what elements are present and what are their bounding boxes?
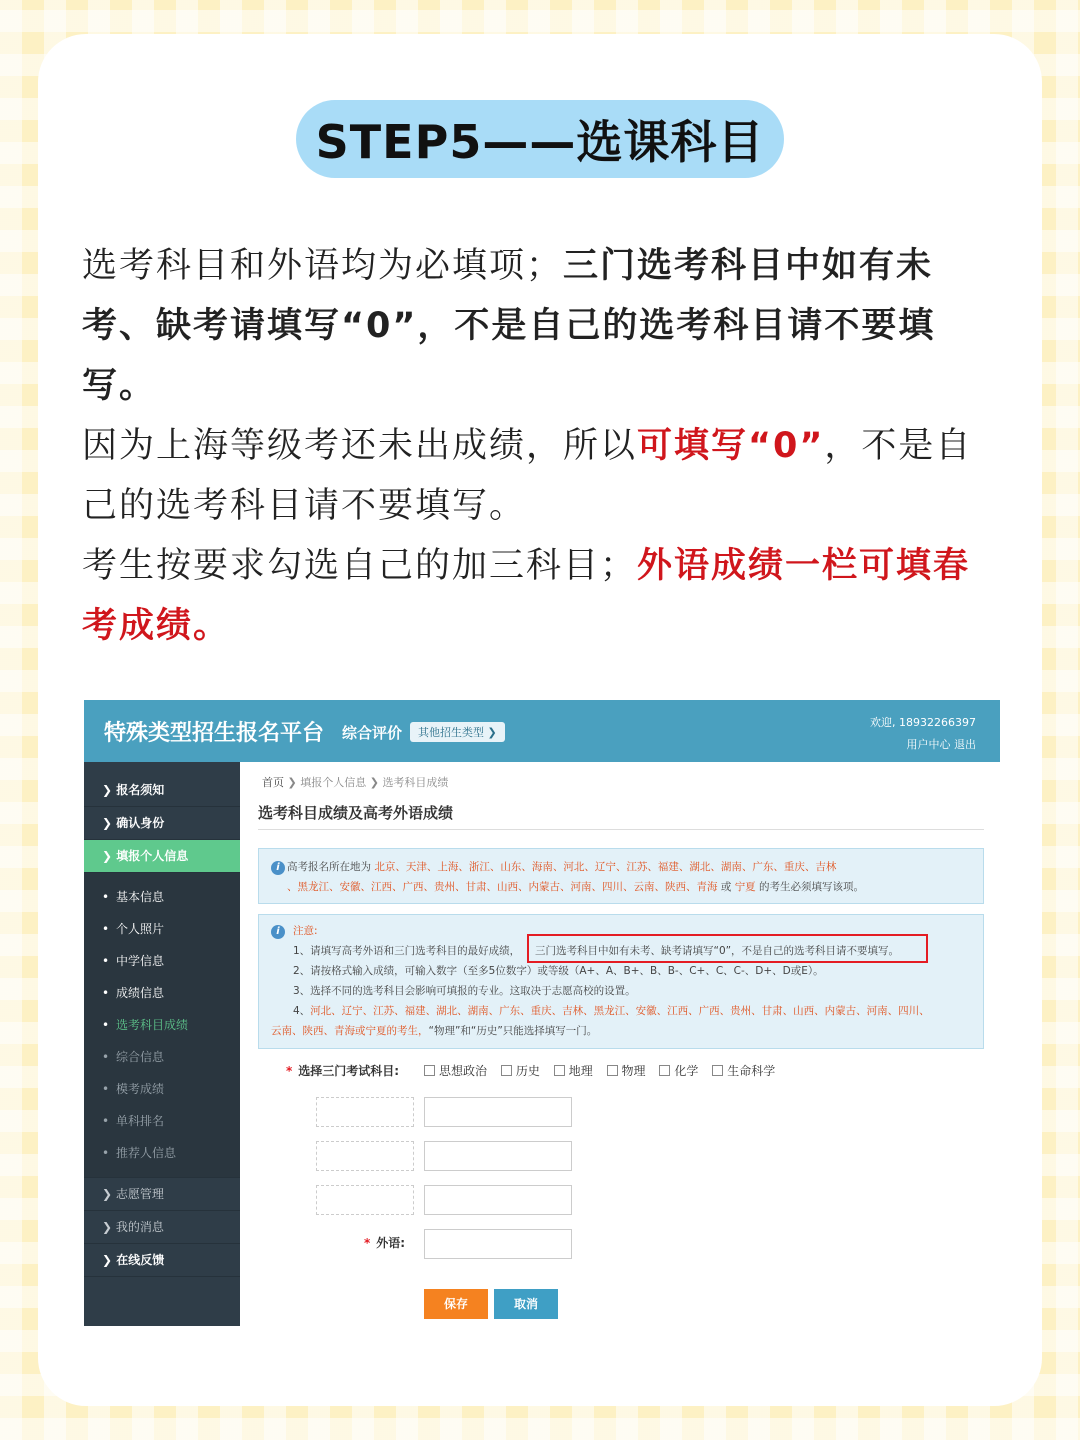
sidebar-item-messages[interactable]: ❯ 我的消息 xyxy=(84,1211,240,1244)
platform-brand-sub: 综合评价 xyxy=(342,724,403,742)
note-line-3: 3、选择不同的选考科目会影响可填报的专业。这取决于志愿高校的设置。 xyxy=(293,985,636,997)
intro-p1-bold: 三门选考科目中如有未考、缺考请填写“0”，不是自己的选考科目请不要填写。 xyxy=(82,246,936,406)
checkbox[interactable] xyxy=(712,1065,723,1076)
subject-score-input-1[interactable] xyxy=(424,1097,572,1127)
intro-paragraph-3 xyxy=(82,536,1002,656)
subject-name: 历史 xyxy=(515,1064,540,1078)
sidebar-sub-basic-info[interactable]: • 基本信息 xyxy=(84,881,240,913)
province-list-1: 北京、天津、上海、浙江、山东、海南、河北、辽宁、江苏、福建、湖北、湖南、广东、重庆、吉林 xyxy=(374,861,837,873)
welcome-text: 欢迎, 18932266397 xyxy=(870,716,976,729)
subject-name: 物理 xyxy=(621,1064,646,1078)
foreign-language-label xyxy=(364,1234,405,1251)
info-icon: i xyxy=(271,861,285,875)
welcome-area xyxy=(870,712,976,756)
breadcrumb-sep: ❯ xyxy=(284,776,301,789)
user-links[interactable]: 用户中心 退出 xyxy=(906,738,976,751)
notes-heading: 注意: xyxy=(293,925,318,937)
checkbox[interactable] xyxy=(607,1065,618,1076)
sidebar-sub-referee-info[interactable]: • 推荐人信息 xyxy=(84,1137,240,1169)
subject-slot-1 xyxy=(316,1097,414,1127)
subject-name: 化学 xyxy=(674,1064,699,1078)
intro-text xyxy=(82,236,1002,656)
note-line-4-provinces: 河北、辽宁、江苏、福建、湖北、湖南、广东、重庆、吉林、黑龙江、安徽、江西、广西、贵州、甘肃、山西、内蒙古、河南、四川、 xyxy=(310,1005,930,1017)
subject-slot-2 xyxy=(316,1141,414,1171)
note-line-1-highlight: 三门选考科目中如有未考、缺考请填写“0”，不是自己的选考科目请不要填写。 xyxy=(535,945,900,957)
sidebar-sub-elective-scores[interactable]: • 选考科目成绩 xyxy=(84,1009,240,1041)
cancel-button[interactable]: 取消 xyxy=(494,1289,558,1319)
platform-header xyxy=(84,700,1000,762)
note-line-2: 2、请按格式输入成绩，可输入数字（至多5位数字）或等级（A+、A、B+、B、B-、C+、C、C-、D+、D或E）。 xyxy=(293,965,824,977)
intro-paragraph-1 xyxy=(82,236,1002,416)
subject-select-label xyxy=(286,1062,399,1079)
intro-p2-normal-b: ，不是自己的选考科目请不要填写。 xyxy=(82,426,973,526)
breadcrumb-level2[interactable]: 填报个人信息 xyxy=(300,776,367,789)
subject-score-input-3[interactable] xyxy=(424,1185,572,1215)
subject-option-biology[interactable] xyxy=(712,1062,775,1079)
info-icon: i xyxy=(271,925,285,939)
sidebar-item-notice[interactable]: ❯ 报名须知 xyxy=(84,774,240,807)
sidebar-sub-school-info[interactable]: • 中学信息 xyxy=(84,945,240,977)
intro-p2-normal-a: 因为上海等级考还未出成绩，所以 xyxy=(82,426,638,466)
sidebar-item-identity[interactable]: ❯ 确认身份 xyxy=(84,807,240,840)
sidebar-sub-subject-rank[interactable]: • 单科排名 xyxy=(84,1105,240,1137)
intro-p2-red: 可填写“0” xyxy=(637,426,825,466)
subject-options xyxy=(424,1062,785,1079)
sidebar-item-applications[interactable]: ❯ 志愿管理 xyxy=(84,1178,240,1211)
note-line-1-text: 1、请填写高考外语和三门选考科目的最好成绩， xyxy=(293,945,521,957)
province-info-suffix: 的考生必须填写该项。 xyxy=(759,881,865,893)
province-last: 宁夏 xyxy=(734,881,756,893)
subject-name: 地理 xyxy=(568,1064,593,1078)
sidebar-sub-photo[interactable]: • 个人照片 xyxy=(84,913,240,945)
province-info-prefix: 高考报名所在地为 xyxy=(287,861,371,873)
subject-name: 生命科学 xyxy=(727,1064,776,1078)
platform-screenshot xyxy=(84,700,1000,1326)
sidebar-subgroup xyxy=(84,873,240,1178)
note-line-4 xyxy=(271,1001,971,1021)
checkbox[interactable] xyxy=(554,1065,565,1076)
required-star: * xyxy=(286,1064,293,1078)
note-line-4b-rest: “物理”和“历史”只能选择填写一门。 xyxy=(428,1025,598,1037)
province-list-2: 、黑龙江、安徽、江西、广西、贵州、甘肃、山西、内蒙古、河南、四川、云南、陕西、青海 xyxy=(287,881,718,893)
sidebar-sub-comprehensive-info[interactable]: • 综合信息 xyxy=(84,1041,240,1073)
sidebar-sub-mock-scores[interactable]: • 模考成绩 xyxy=(84,1073,240,1105)
intro-p1-normal: 选考科目和外语均为必填项； xyxy=(82,246,564,286)
checkbox[interactable] xyxy=(659,1065,670,1076)
subject-option-physics[interactable] xyxy=(607,1062,646,1079)
notes-box xyxy=(258,914,984,1049)
subject-option-geography[interactable] xyxy=(554,1062,593,1079)
province-info-text xyxy=(273,857,969,897)
note-line-4-prefix: 4、 xyxy=(293,1005,311,1017)
note-line-4b xyxy=(271,1021,971,1041)
foreign-language-label-text: 外语: xyxy=(376,1236,406,1250)
required-star: * xyxy=(364,1236,371,1250)
sidebar-item-personal-info[interactable]: ❯ 填报个人信息 xyxy=(84,840,240,873)
breadcrumb xyxy=(262,774,448,790)
subject-score-input-2[interactable] xyxy=(424,1141,572,1171)
page-title: STEP5——选课科目 xyxy=(296,100,785,178)
title-area xyxy=(0,100,1080,178)
subject-option-politics[interactable] xyxy=(424,1062,487,1079)
note-line-4b-provinces: 云南、陕西、青海或宁夏的考生， xyxy=(271,1025,429,1037)
sidebar xyxy=(84,762,240,1326)
breadcrumb-level3: 选考科目成绩 xyxy=(382,776,449,789)
subject-slot-3 xyxy=(316,1185,414,1215)
intro-paragraph-2 xyxy=(82,416,1002,536)
save-button[interactable]: 保存 xyxy=(424,1289,488,1319)
province-info-box xyxy=(258,848,984,904)
intro-p3-normal: 考生按要求勾选自己的加三科目； xyxy=(82,546,638,586)
foreign-language-input[interactable] xyxy=(424,1229,572,1259)
platform-brand: 特殊类型招生报名平台 xyxy=(104,721,325,746)
subject-option-history[interactable] xyxy=(501,1062,540,1079)
checkbox[interactable] xyxy=(501,1065,512,1076)
subject-option-chemistry[interactable] xyxy=(659,1062,698,1079)
sidebar-item-feedback[interactable]: ❯ 在线反馈 xyxy=(84,1244,240,1277)
sidebar-sub-score-info[interactable]: • 成绩信息 xyxy=(84,977,240,1009)
province-or: 或 xyxy=(720,881,732,893)
subject-select-label-text: 选择三门考试科目: xyxy=(298,1064,400,1078)
intro-p3-red: 外语成绩一栏可填春考成绩。 xyxy=(82,546,971,646)
section-heading: 选考科目成绩及高考外语成绩 xyxy=(258,802,984,830)
breadcrumb-sep: ❯ xyxy=(366,776,383,789)
other-types-button[interactable]: 其他招生类型 ❯ xyxy=(410,722,505,742)
checkbox[interactable] xyxy=(424,1065,435,1076)
breadcrumb-home[interactable]: 首页 xyxy=(262,776,284,789)
subject-name: 思想政治 xyxy=(439,1064,488,1078)
